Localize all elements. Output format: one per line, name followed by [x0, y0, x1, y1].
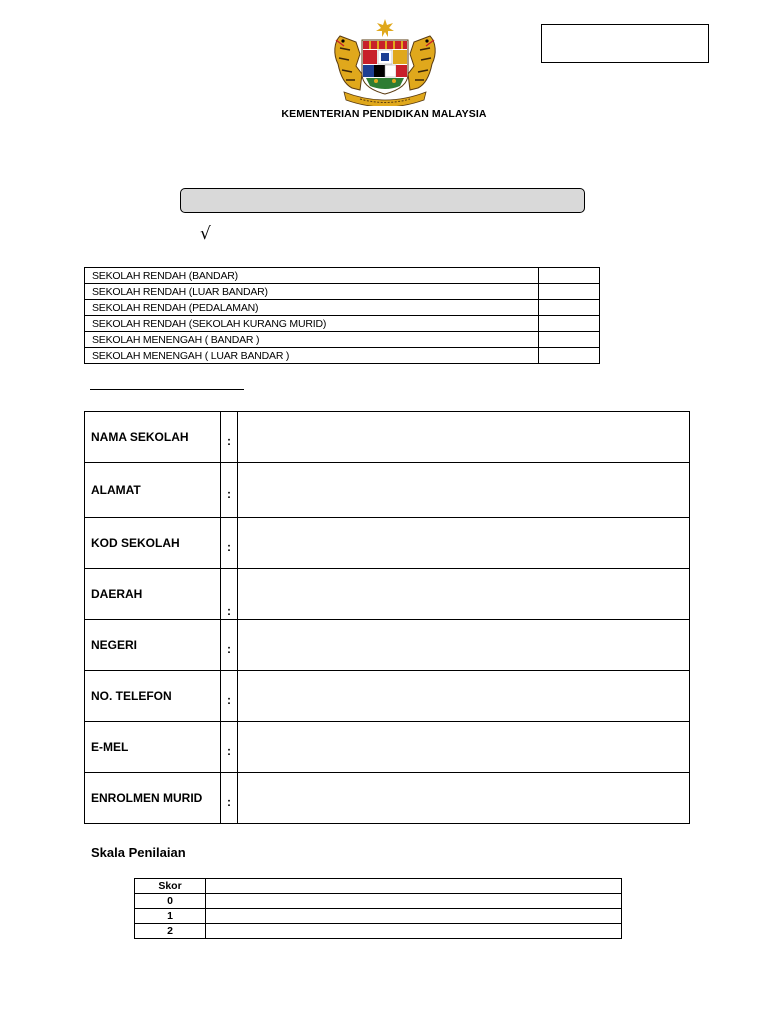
school-info-row	[85, 518, 690, 569]
school-info-table	[84, 411, 690, 824]
school-type-checkbox[interactable]	[539, 268, 600, 284]
field-separator: :	[221, 412, 238, 463]
enrolment-field[interactable]	[238, 773, 690, 824]
phone-field[interactable]	[238, 671, 690, 722]
school-type-checkbox[interactable]	[539, 316, 600, 332]
score-value: 1	[135, 909, 206, 924]
field-label-alamat: ALAMAT	[85, 463, 221, 518]
school-info-row	[85, 569, 690, 620]
school-type-label: SEKOLAH MENENGAH ( BANDAR )	[85, 332, 539, 348]
field-separator: :	[221, 518, 238, 569]
score-row	[135, 909, 622, 924]
school-type-table	[84, 267, 600, 364]
field-label-daerah: DAERAH	[85, 569, 221, 620]
score-description-cell	[206, 909, 622, 924]
school-type-row	[85, 316, 600, 332]
score-column-header: Skor	[135, 879, 206, 894]
reference-box	[541, 24, 709, 63]
score-row	[135, 894, 622, 909]
state-field[interactable]	[238, 620, 690, 671]
email-field[interactable]	[238, 722, 690, 773]
school-info-row	[85, 671, 690, 722]
field-separator: :	[221, 671, 238, 722]
malaysia-coat-of-arms-logo	[330, 18, 440, 106]
field-separator: :	[221, 569, 238, 620]
field-label-enrolmen-murid: ENROLMEN MURID	[85, 773, 221, 824]
score-row	[135, 924, 622, 939]
school-info-row	[85, 722, 690, 773]
school-type-checkbox[interactable]	[539, 332, 600, 348]
rating-scale-table	[134, 878, 622, 939]
school-info-row	[85, 412, 690, 463]
school-type-row	[85, 348, 600, 364]
check-mark-symbol: √	[200, 224, 211, 244]
school-type-label: SEKOLAH RENDAH (PEDALAMAN)	[85, 300, 539, 316]
school-type-label: SEKOLAH RENDAH (SEKOLAH KURANG MURID)	[85, 316, 539, 332]
field-label-negeri: NEGERI	[85, 620, 221, 671]
school-code-field[interactable]	[238, 518, 690, 569]
form-title-bar	[180, 188, 585, 213]
field-label-nama-sekolah: NAMA SEKOLAH	[85, 412, 221, 463]
field-label-kod-sekolah: KOD SEKOLAH	[85, 518, 221, 569]
school-type-checkbox[interactable]	[539, 284, 600, 300]
school-type-checkbox[interactable]	[539, 348, 600, 364]
score-value: 0	[135, 894, 206, 909]
field-label-e-mel: E-MEL	[85, 722, 221, 773]
school-type-label: SEKOLAH MENENGAH ( LUAR BANDAR )	[85, 348, 539, 364]
district-field[interactable]	[238, 569, 690, 620]
score-value: 2	[135, 924, 206, 939]
underline-rule	[90, 389, 244, 390]
score-description-cell	[206, 879, 622, 894]
field-separator: :	[221, 773, 238, 824]
school-info-row	[85, 773, 690, 824]
school-type-row	[85, 300, 600, 316]
field-separator: :	[221, 463, 238, 518]
school-type-checkbox[interactable]	[539, 300, 600, 316]
ministry-name: KEMENTERIAN PENDIDIKAN MALAYSIA	[281, 108, 487, 120]
rating-scale-heading: Skala Penilaian	[91, 845, 186, 860]
score-description-cell	[206, 894, 622, 909]
address-field[interactable]	[238, 463, 690, 518]
school-info-row	[85, 620, 690, 671]
school-type-row	[85, 268, 600, 284]
school-type-row	[85, 284, 600, 300]
field-separator: :	[221, 620, 238, 671]
score-header-row	[135, 879, 622, 894]
score-description-cell	[206, 924, 622, 939]
field-label-no-telefon: NO. TELEFON	[85, 671, 221, 722]
field-separator: :	[221, 722, 238, 773]
school-info-row	[85, 463, 690, 518]
school-type-row	[85, 332, 600, 348]
school-type-label: SEKOLAH RENDAH (LUAR BANDAR)	[85, 284, 539, 300]
school-name-field[interactable]	[238, 412, 690, 463]
school-type-label: SEKOLAH RENDAH (BANDAR)	[85, 268, 539, 284]
